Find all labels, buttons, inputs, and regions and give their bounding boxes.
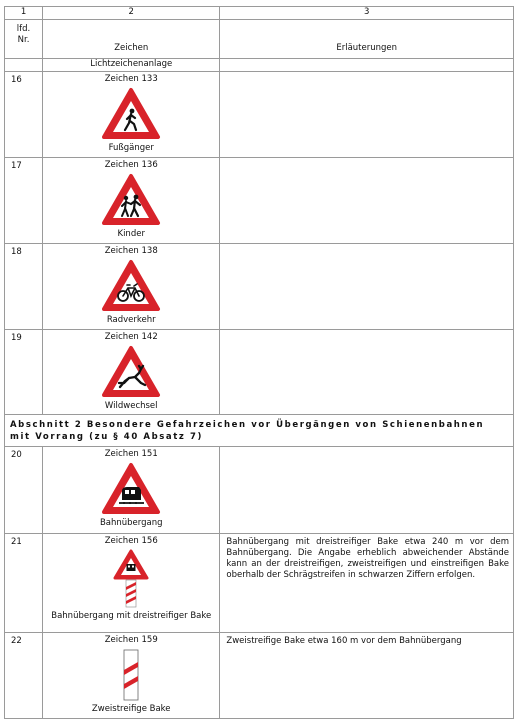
sign-label: Zweistreifige Bake bbox=[91, 704, 171, 714]
column-header-row bbox=[5, 20, 514, 59]
sign-label: Bahnübergang mit dreistreifiger Bake bbox=[51, 611, 212, 621]
sign-code: Zeichen 138 bbox=[104, 246, 158, 256]
row-number: 16 bbox=[5, 72, 43, 158]
table-row bbox=[5, 534, 514, 633]
sign-cell bbox=[43, 534, 220, 633]
continuation-nr-cell bbox=[5, 59, 43, 72]
explanation-cell bbox=[220, 158, 514, 244]
continuation-row bbox=[5, 59, 514, 72]
explanation-cell bbox=[220, 447, 514, 534]
railway-crossing-warning-sign-icon bbox=[101, 462, 161, 516]
sign-code: Zeichen 136 bbox=[104, 160, 158, 170]
sign-label: Fußgänger bbox=[108, 143, 154, 153]
sign-cell bbox=[43, 330, 220, 415]
sign-code: Zeichen 142 bbox=[104, 332, 158, 342]
traffic-sign-table bbox=[4, 6, 514, 719]
section-row bbox=[5, 415, 514, 447]
header-lfd-nr bbox=[5, 20, 43, 59]
row-number: 17 bbox=[5, 158, 43, 244]
column-number-2: 2 bbox=[43, 7, 220, 20]
sign-label: Bahnübergang bbox=[99, 518, 163, 528]
children-warning-sign-icon bbox=[101, 173, 161, 227]
row-number: 21 bbox=[5, 534, 43, 633]
table-row bbox=[5, 330, 514, 415]
sign-cell bbox=[43, 447, 220, 534]
sign-code: Zeichen 133 bbox=[104, 74, 158, 84]
column-number-1: 1 bbox=[5, 7, 43, 20]
table-row bbox=[5, 633, 514, 719]
sign-cell bbox=[43, 72, 220, 158]
row-number: 22 bbox=[5, 633, 43, 719]
section-title: Abschnitt 2 Besondere Gefahrzeichen vor Übergängen von Schienenbahnen mit Vorrang (zu § 40 Absatz 7) bbox=[5, 415, 514, 447]
sign-cell bbox=[43, 244, 220, 330]
header-erlaeuterungen: Erläuterungen bbox=[220, 20, 514, 59]
continuation-empty-cell bbox=[220, 59, 514, 72]
explanation-cell: Zweistreifige Bake etwa 160 m vor dem Bahnübergang bbox=[220, 633, 514, 719]
row-number: 18 bbox=[5, 244, 43, 330]
sign-label: Radverkehr bbox=[106, 315, 156, 325]
deer-warning-sign-icon bbox=[101, 345, 161, 399]
table-row bbox=[5, 447, 514, 534]
explanation-cell bbox=[220, 330, 514, 415]
header-zeichen: Zeichen bbox=[43, 20, 220, 59]
table-row bbox=[5, 158, 514, 244]
column-number-3: 3 bbox=[220, 7, 514, 20]
header-lfd-label: lfd. bbox=[16, 24, 31, 34]
pedestrian-warning-sign-icon bbox=[101, 87, 161, 141]
table-row bbox=[5, 244, 514, 330]
table-row bbox=[5, 72, 514, 158]
three-stripe-beacon-sign-icon bbox=[111, 549, 151, 609]
explanation-cell: Bahnübergang mit dreistreifiger Bake etwa 240 m vor dem Bahnübergang. Die Angabe erheblich abweichender Abstände kann an der dreistreifigen, zweistreifigen und einstreifigen Bake oberhalb der Schrägstreifen in schwarzen Ziffern erfolgen. bbox=[220, 534, 514, 633]
explanation-cell bbox=[220, 72, 514, 158]
sign-label: Kinder bbox=[117, 229, 145, 239]
cyclist-warning-sign-icon bbox=[101, 259, 161, 313]
sign-code: Zeichen 156 bbox=[104, 536, 158, 546]
sign-code: Zeichen 159 bbox=[104, 635, 158, 645]
two-stripe-beacon-sign-icon bbox=[119, 648, 143, 702]
continuation-text: Lichtzeichenanlage bbox=[43, 59, 220, 72]
column-number-row bbox=[5, 7, 514, 20]
row-number: 20 bbox=[5, 447, 43, 534]
row-number: 19 bbox=[5, 330, 43, 415]
sign-cell bbox=[43, 633, 220, 719]
sign-code: Zeichen 151 bbox=[104, 449, 158, 459]
explanation-cell bbox=[220, 244, 514, 330]
sign-cell bbox=[43, 158, 220, 244]
sign-label: Wildwechsel bbox=[104, 401, 158, 411]
header-nr-label: Nr. bbox=[17, 35, 30, 45]
